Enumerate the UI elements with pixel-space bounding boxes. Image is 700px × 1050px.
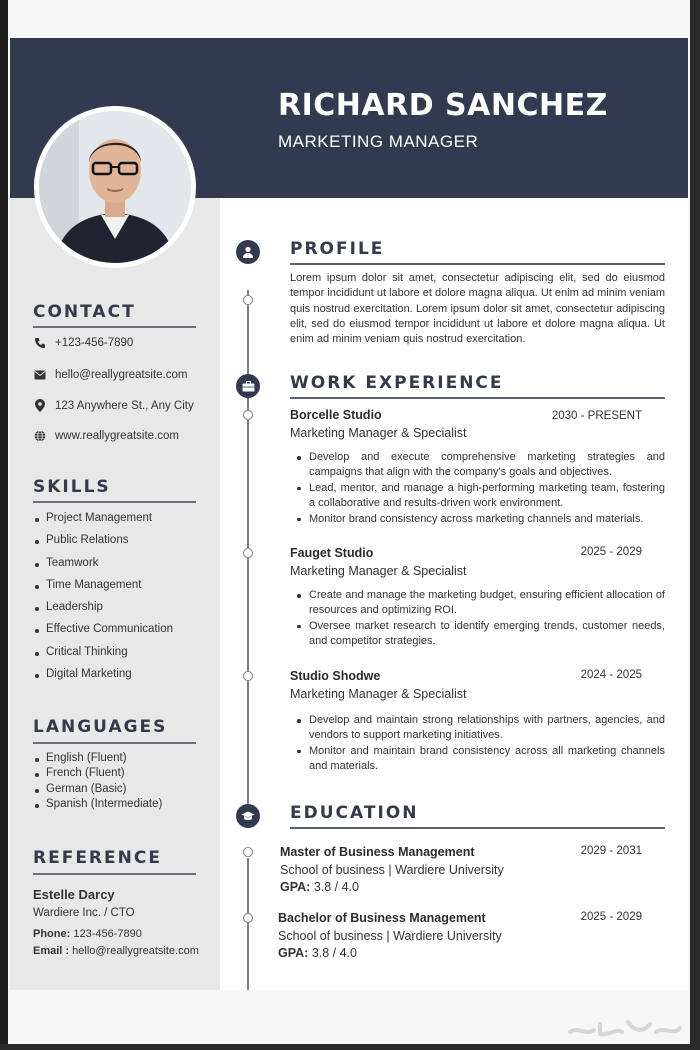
job-role: Marketing Manager & Specialist (290, 426, 467, 440)
job-bullet: Develop and maintain strong relationships with partners, agencies, and vendors to support marketing initiatives. (309, 713, 665, 744)
education-gpa-value: 3.8 / 4.0 (311, 946, 357, 960)
reference-heading: REFERENCE (33, 848, 162, 868)
language-item: French (Fluent) (34, 767, 162, 782)
contact-website-text: www.reallygreatsite.com (55, 429, 179, 442)
contact-address-text: 123 Anywhere St., Any City (55, 399, 194, 412)
timeline-dot (243, 548, 253, 558)
language-item: Spanish (Intermediate) (34, 798, 162, 813)
reference-email (33, 945, 199, 957)
skill-item: Leadership (34, 601, 173, 623)
language-item: German (Basic) (34, 783, 162, 798)
profile-photo (34, 106, 196, 268)
graduation-cap-icon (236, 804, 260, 828)
frame-border-right (690, 0, 700, 1050)
contact-email (33, 368, 187, 381)
frame-border-left (0, 0, 8, 1050)
education-school: School of business | Wardiere University (280, 863, 504, 877)
contact-website (33, 429, 179, 442)
reference-phone (33, 928, 142, 940)
job-bullets (309, 588, 665, 650)
profile-divider (290, 263, 665, 265)
language-item: English (Fluent) (34, 752, 162, 767)
job-dates: 2025 - 2029 (580, 546, 642, 558)
work-experience-divider (290, 397, 665, 399)
timeline-dot (243, 410, 253, 420)
languages-divider (33, 742, 196, 744)
user-icon (236, 240, 260, 264)
education-gpa-label: GPA: (280, 880, 311, 894)
skill-item: Critical Thinking (34, 646, 173, 668)
timeline-dot (243, 913, 253, 923)
phone-icon (33, 336, 46, 349)
education-degree: Master of Business Management (280, 845, 475, 859)
education-dates: 2029 - 2031 (580, 845, 642, 857)
contact-phone-text: +123-456-7890 (55, 336, 134, 349)
timeline-line (247, 858, 249, 990)
job-bullet: Create and manage the marketing budget, ensuring efficient allocation of resources and optimizing ROI. (309, 588, 665, 619)
contact-heading: CONTACT (33, 302, 136, 322)
reference-divider (33, 873, 196, 875)
education-divider (290, 827, 665, 829)
job-role: Marketing Manager & Specialist (290, 687, 467, 701)
profile-summary: Lorem ipsum dolor sit amet, consectetur adipiscing elit, sed do eiusmod tempor incididunt ut labore et dolore magna aliqua. Ut enim ad minim veniam quis nostrud exercitation. Lorem ipsum dolor sit amet, consectetur adipiscing elit, sed do eiusmod tempor incididunt ut labore et dolore magna aliqua. Ut enim ad minim veniam quis nostrud exercitation. (290, 272, 665, 346)
skill-item: Digital Marketing (34, 668, 173, 690)
timeline-dot (243, 847, 253, 857)
job-bullets (309, 450, 665, 527)
briefcase-icon (236, 374, 260, 398)
job-dates: 2030 - PRESENT (551, 410, 642, 422)
candidate-name: RICHARD SANCHEZ (278, 88, 608, 123)
timeline-dot (243, 295, 253, 305)
reference-email-label: Email : (33, 945, 70, 957)
work-experience-heading: WORK EXPERIENCE (290, 373, 504, 393)
skill-item: Effective Communication (34, 623, 173, 645)
reference-company: Wardiere Inc. / CTO (33, 907, 135, 919)
watermark-logo (564, 1014, 684, 1040)
education-dates: 2025 - 2029 (580, 911, 642, 923)
resume-document (10, 38, 688, 990)
frame-border-bottom (0, 1044, 700, 1050)
email-icon (33, 368, 46, 381)
contact-phone (33, 336, 133, 349)
profile-heading: PROFILE (290, 239, 385, 259)
skill-item: Teamwork (34, 557, 173, 579)
skills-list (34, 512, 173, 690)
skill-item: Project Management (34, 512, 173, 534)
contact-email-text: hello@reallygreatsite.com (55, 368, 188, 381)
languages-heading: LANGUAGES (33, 717, 168, 737)
education-heading: EDUCATION (290, 803, 419, 823)
job-bullet: Monitor brand consistency across marketing channels and materials. (309, 512, 665, 527)
candidate-title: MARKETING MANAGER (278, 132, 479, 151)
job-dates: 2024 - 2025 (580, 669, 642, 681)
skills-divider (33, 501, 196, 503)
reference-phone-value: 123-456-7890 (73, 928, 142, 940)
job-bullets (309, 713, 665, 775)
contact-address (33, 399, 194, 412)
education-school: School of business | Wardiere University (278, 929, 502, 943)
location-pin-icon (33, 399, 46, 412)
contact-divider (33, 326, 196, 328)
timeline-dot (243, 671, 253, 681)
job-company: Studio Shodwe (290, 669, 381, 683)
job-bullet: Lead, mentor, and manage a high-performing marketing team, fostering a collaborative and results-driven work environment. (309, 481, 665, 512)
skills-heading: SKILLS (33, 477, 111, 497)
job-bullet: Develop and execute comprehensive marketing strategies and campaigns that align with the company's goals and objectives. (309, 450, 665, 481)
globe-icon (33, 429, 46, 442)
job-role: Marketing Manager & Specialist (290, 564, 467, 578)
reference-name: Estelle Darcy (33, 887, 115, 902)
education-gpa-label: GPA: (278, 946, 309, 960)
education-gpa (280, 880, 359, 894)
education-degree: Bachelor of Business Management (278, 911, 486, 925)
languages-list (34, 752, 162, 813)
job-company: Fauget Studio (290, 546, 374, 560)
job-bullet: Oversee market research to identify emerging trends, customer needs, and competitor strategies. (309, 619, 665, 650)
reference-phone-label: Phone: (33, 928, 71, 940)
reference-email-value: hello@reallygreatsite.com (72, 945, 199, 957)
job-bullet: Monitor and maintain brand consistency across all marketing channels and materials. (309, 744, 665, 775)
skill-item: Public Relations (34, 534, 173, 556)
education-gpa-value: 3.8 / 4.0 (313, 880, 359, 894)
job-company: Borcelle Studio (290, 408, 382, 422)
education-gpa (278, 946, 357, 960)
skill-item: Time Management (34, 579, 173, 601)
